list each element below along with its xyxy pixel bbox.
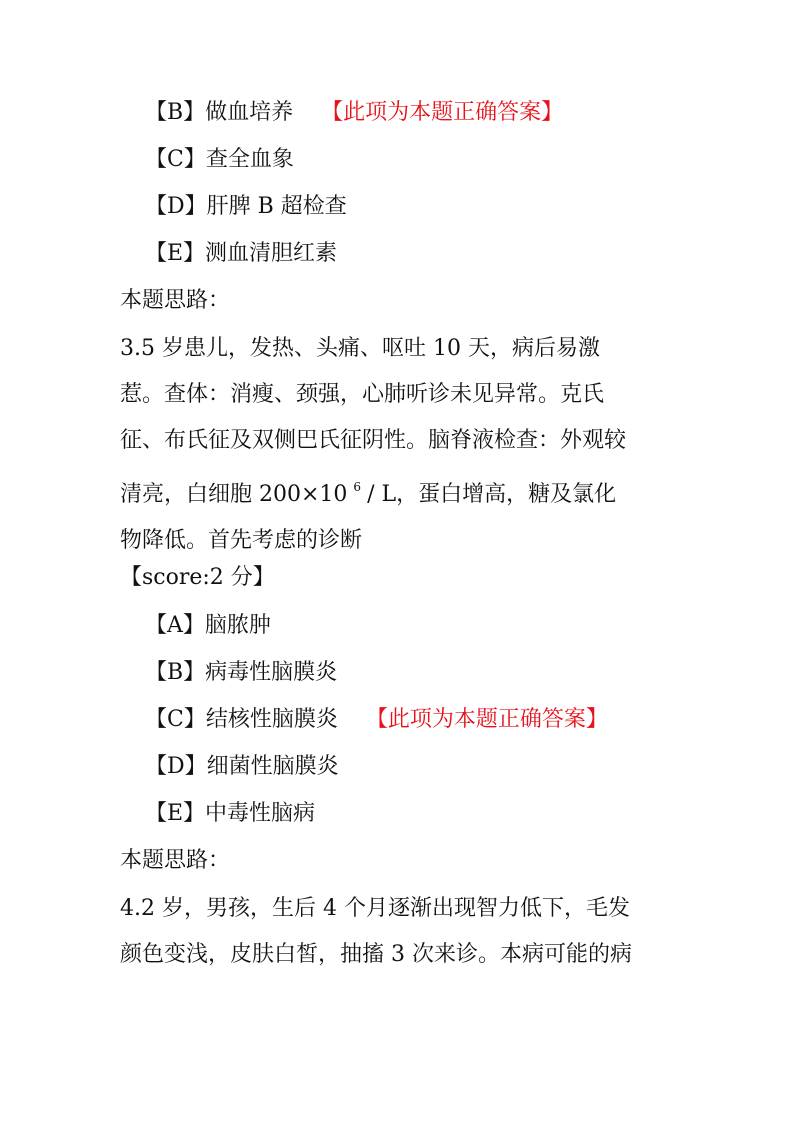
q3-stem xyxy=(120,326,680,564)
q3-correct-marker: 【此项为本题正确答案】 xyxy=(365,707,608,732)
q3-stem-line-1: 3.5 岁患儿，发热、头痛、呕吐 10 天，病后易激 xyxy=(120,336,600,361)
q3-option-b: 【B】病毒性脑膜炎 xyxy=(145,660,338,685)
q3-stem-line-4-post: / L，蛋白增高，糖及氯化 xyxy=(367,482,617,507)
q3-option-d: 【D】细菌性脑膜炎 xyxy=(145,754,339,779)
q3-stem-line-3: 征、布氏征及双侧巴氏征阴性。脑脊液检查：外观较 xyxy=(120,428,627,453)
q2-option-b xyxy=(145,98,705,128)
q3-score: 【score:2 分】 xyxy=(120,565,275,590)
q3-option-c xyxy=(145,705,705,735)
q2-option-e: 【E】测血清胆红素 xyxy=(145,241,338,266)
q3-option-a: 【A】脑脓肿 xyxy=(145,613,271,638)
q3-option-e: 【E】中毒性脑病 xyxy=(145,801,316,826)
q3-stem-line-5: 物降低。首先考虑的诊断 xyxy=(120,528,363,553)
q3-stem-line-4-pre: 清亮，白细胞 200×10 xyxy=(120,482,348,507)
q3-option-c-label: 【C】结核性脑膜炎 xyxy=(145,707,338,732)
q4-stem-line-1: 4.2 岁，男孩，生后 4 个月逐渐出现智力低下，毛发 xyxy=(120,896,630,921)
q2-option-d: 【D】肝脾 B 超检查 xyxy=(145,194,347,219)
q3-stem-superscript: 6 xyxy=(353,480,362,494)
q2-correct-marker: 【此项为本题正确答案】 xyxy=(321,100,564,125)
q2-analysis-label: 本题思路： xyxy=(120,288,231,313)
q3-analysis-label: 本题思路： xyxy=(120,848,231,873)
q2-option-b-label: 【B】做血培养 xyxy=(145,100,294,125)
q3-stem-line-4 xyxy=(120,464,680,518)
q4-stem xyxy=(120,886,680,978)
q4-stem-line-2: 颜色变浅，皮肤白皙，抽搐 3 次来诊。本病可能的病 xyxy=(120,942,632,967)
q2-option-c: 【C】查全血象 xyxy=(145,147,294,172)
q3-stem-line-2: 惹。查体：消瘦、颈强，心肺听诊未见异常。克氏 xyxy=(120,382,605,407)
